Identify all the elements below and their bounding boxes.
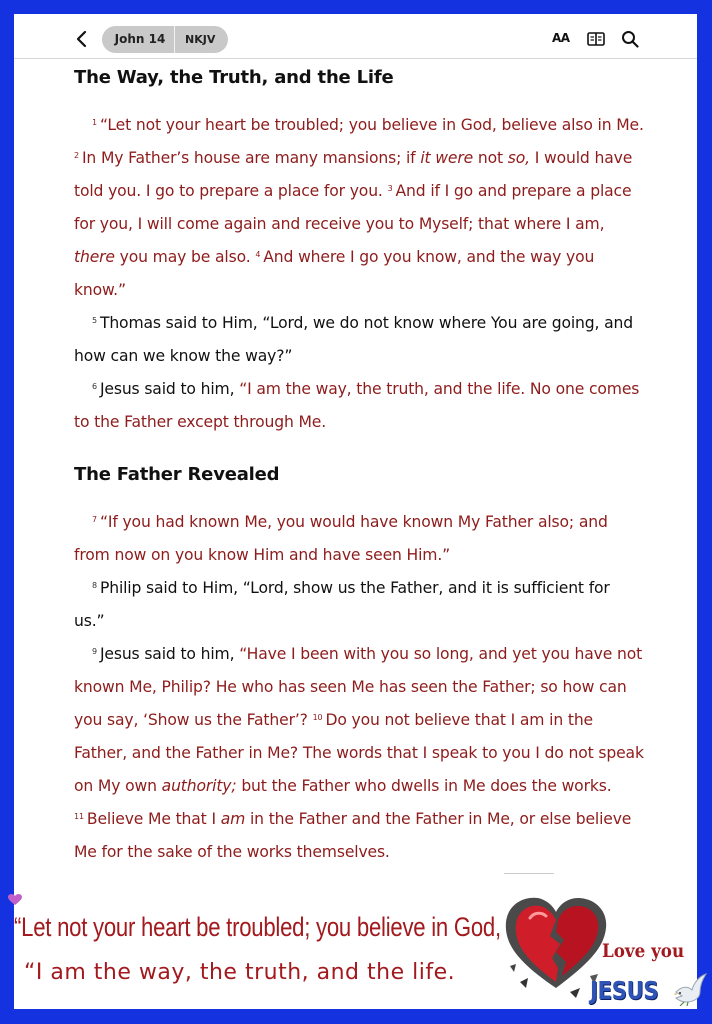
verse-text: not xyxy=(477,149,503,167)
words-of-christ xyxy=(74,116,644,299)
love-you-text: Love you xyxy=(602,940,685,962)
verse-text: I would have told you. I go to prepare a place for you. xyxy=(74,149,633,200)
verse-paragraph xyxy=(74,506,644,572)
italic-text: so, xyxy=(507,149,530,167)
top-toolbar xyxy=(14,14,697,59)
verse-number: 1 xyxy=(92,118,97,127)
verse-paragraph xyxy=(74,307,644,373)
verse-number: 5 xyxy=(92,316,97,325)
verse-number: 4 xyxy=(255,250,261,259)
verse-text: In My Father’s house are many mansions; if xyxy=(81,149,416,167)
words-of-christ xyxy=(74,513,608,564)
verse-paragraph xyxy=(74,109,644,307)
verse-text: Jesus said to him, xyxy=(99,645,235,663)
verse-text: “If you had known Me, you would have known My Father also; and from now on you know Him and have seen Him.” xyxy=(74,513,608,564)
jesus-text: JESUS xyxy=(590,976,659,1005)
reader-frame xyxy=(14,14,697,1009)
dove-icon xyxy=(672,972,708,1006)
book-open-icon[interactable] xyxy=(587,32,605,46)
search-icon[interactable] xyxy=(621,30,639,48)
verse-number: 2 xyxy=(74,151,79,160)
verse-number: 10 xyxy=(312,713,323,722)
verse-text: Jesus said to him, xyxy=(99,380,235,398)
verse-number: 7 xyxy=(92,515,97,524)
overlay-quote-line1: “Let not your heart be troubled; you believe in God, xyxy=(14,912,501,942)
verse-paragraph xyxy=(74,638,644,869)
section-heading: The Father Revealed xyxy=(74,464,280,485)
verse-number: 9 xyxy=(92,647,97,656)
divider-line xyxy=(504,873,554,874)
verse-paragraph xyxy=(74,373,644,439)
verse-paragraph xyxy=(74,572,644,638)
verse-text: And if I go and prepare a place for you, I will come again and receive you to Myself; that where I am, xyxy=(74,182,632,233)
verse-number: 11 xyxy=(74,812,84,821)
verse-number: 8 xyxy=(92,581,97,590)
verse-text: but the Father who dwells in Me does the works. xyxy=(241,777,612,795)
version-button[interactable]: NKJV xyxy=(185,33,216,46)
font-size-button[interactable]: AA xyxy=(552,31,570,45)
verse-text: And where I go you know, and the way you know.” xyxy=(74,248,595,299)
verse-text: Believe Me that I xyxy=(86,810,216,828)
italic-text: am xyxy=(220,810,246,828)
verse-text: Do you not believe that I am in the Father, and the Father in Me? The words that I speak to you I do not speak on My own xyxy=(74,711,644,795)
book-chapter-button[interactable]: John 14 xyxy=(114,32,166,46)
italic-text: authority; xyxy=(161,777,237,795)
heart-icon xyxy=(8,894,22,906)
words-of-christ xyxy=(74,645,644,861)
verse-text: Thomas said to Him, “Lord, we do not know where You are going, and how can we know the way?” xyxy=(74,314,633,365)
section-heading: The Way, the Truth, and the Life xyxy=(74,67,394,88)
italic-text: it were xyxy=(420,149,474,167)
verse-text: “Have I been with you so long, and yet you have not known Me, Philip? He who has seen Me has seen the Father; so how can you say, ‘Show us the Father’? xyxy=(74,645,643,729)
overlay-quote-line2: “I am the way, the truth, and the life. xyxy=(24,960,456,985)
passage-selector xyxy=(102,26,228,53)
words-of-christ: “I am the way, the truth, and the life. No one comes to the Father except through Me. xyxy=(74,380,640,431)
verse-number: 3 xyxy=(387,184,393,193)
chevron-left-icon[interactable] xyxy=(72,28,92,50)
verse-number: 6 xyxy=(92,382,97,391)
verse-text: you may be also. xyxy=(119,248,251,266)
verse-text: Philip said to Him, “Lord, show us the Father, and it is sufficient for us.” xyxy=(74,579,610,630)
verse-text: in the Father and the Father in Me, or else believe Me for the sake of the works themselves. xyxy=(74,810,632,861)
verse-text: “Let not your heart be troubled; you believe in God, believe also in Me. xyxy=(99,116,644,134)
italic-text: there xyxy=(74,248,115,266)
